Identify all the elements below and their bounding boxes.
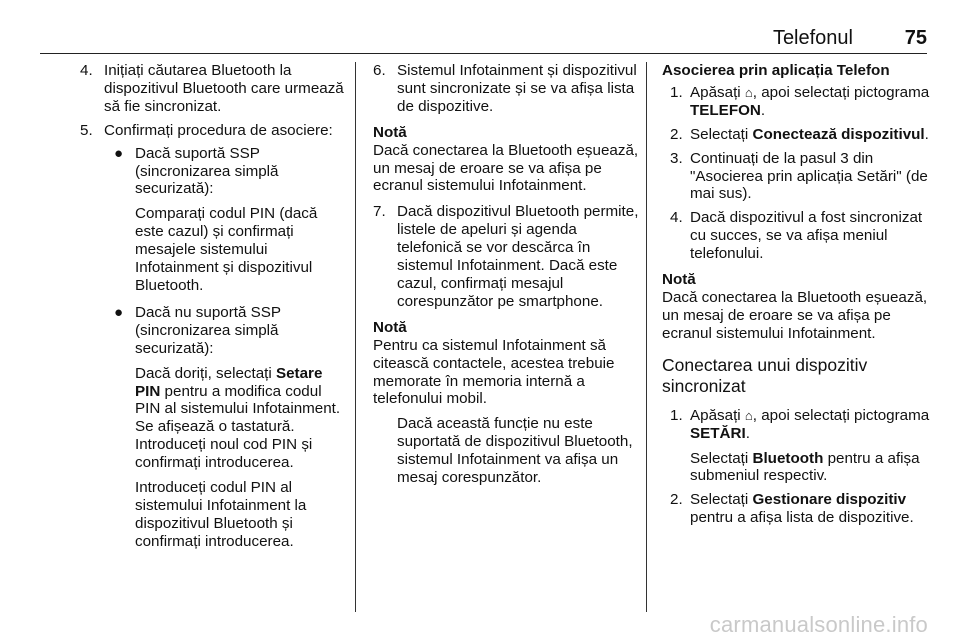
note-heading: Notă bbox=[662, 271, 696, 289]
step-7: 7. Dacă dispozitivul Bluetooth permite, listele de apeluri și agenda telefonică se vor descărca în sistemul Infotainment. Dacă este cazul, confirmați mesajul corespunzător pe smartphone. bbox=[373, 203, 639, 310]
home-icon: ⌂ bbox=[744, 84, 753, 100]
phone-step-4: 4. Dacă dispozitivul a fost sincronizat cu succes, se va afișa meniul telefonului. bbox=[670, 209, 923, 263]
section-heading: Asocierea prin aplicația Telefon bbox=[662, 62, 890, 79]
note-indent-text: Dacă această funcție nu este suportată de dispozitivul Bluetooth, sistemul Infotainment va afișa un mesaj corespunzător. bbox=[397, 415, 633, 487]
watermark: carmanualsonline.info bbox=[709, 612, 928, 637]
bullet-ssp: ● Dacă suportă SSP (sincronizarea simplă securizată): Comparați codul PIN (dacă este cazul) și confirmați mesajele sistemului Infotainment și dispozitivul Bluetooth. bbox=[114, 144, 318, 294]
step-4: 4. Inițiați căutarea Bluetooth la dispozitivul Bluetooth care urmează să fie sincronizat. bbox=[80, 62, 344, 115]
connect-step-2: 2. Selectați Gestionare dispozitiv pentru a afișa lista de dispozitive. bbox=[670, 491, 914, 527]
note-text: Dacă conectarea la Bluetooth eșuează, un mesaj de eroare se va afișa pe ecranul sistemului Infotainment. bbox=[662, 288, 928, 342]
connect-step-1: 1. Apăsați ⌂, apoi selectați pictograma SETĂRI. Selectați Bluetooth pentru a afișa submeniul respectiv. bbox=[670, 406, 930, 485]
note-text: Dacă conectarea la Bluetooth eșuează, un mesaj de eroare se va afișa pe ecranul sistemului Infotainment. bbox=[373, 141, 639, 195]
phone-step-1: 1. Apăsați ⌂, apoi selectați pictograma TELEFON. bbox=[670, 83, 930, 119]
bullet-dot-icon: ● bbox=[114, 303, 124, 321]
header-rule bbox=[40, 53, 927, 54]
step-5: 5. Confirmați procedura de asociere: ● Dacă suportă SSP (sincronizarea simplă securizată): Comparați codul PIN (dacă este cazul) și confirmați mesajele sistemului Infotainment și dispozitivul Bluetooth. ● Dacă nu suportă SSP (sincronizarea simplă securizată): Dacă doriți, selectați Setare PIN pentru a modifica codul PIN al sistemului Infotainment. Se afișează o tastatură. Introduceți noul cod PIN și confirmați introducerea. Introduceți codul PIN al sistemului Infotainment la dispozitivul Bluetooth și confirmați introducerea. bbox=[80, 122, 348, 551]
page-title: Telefonul bbox=[772, 27, 853, 49]
note-heading: Notă bbox=[373, 318, 407, 336]
column-2 bbox=[373, 62, 640, 487]
column-3 bbox=[662, 62, 930, 533]
phone-step-2: 2. Selectați Conectează dispozitivul. bbox=[670, 125, 929, 143]
section-heading-2: Conectarea unui dispozitiv sincronizat bbox=[662, 354, 868, 396]
step-6: 6. Sistemul Infotainment și dispozitivul sunt sincronizate și se va afișa lista de dispozitive. bbox=[373, 62, 637, 115]
page-number: 75 bbox=[904, 27, 927, 49]
column-1 bbox=[80, 62, 348, 557]
page-header bbox=[0, 22, 960, 52]
column-divider-2 bbox=[646, 62, 647, 612]
bullet-dot-icon: ● bbox=[114, 144, 124, 162]
note-heading: Notă bbox=[373, 123, 407, 141]
note-text: Pentru ca sistemul Infotainment să citească contactele, acestea trebuie memorate în memoria internă a telefonului mobil. bbox=[373, 336, 615, 408]
home-icon: ⌂ bbox=[744, 407, 753, 423]
phone-step-3: 3. Continuați de la pasul 3 din "Asocierea prin aplicația Setări" (de mai sus). bbox=[670, 149, 928, 203]
column-divider-1 bbox=[355, 62, 356, 612]
bullet-no-ssp: ● Dacă nu suportă SSP (sincronizarea simplă securizată): Dacă doriți, selectați Setare PIN pentru a modifica codul PIN al sistemului Infotainment. Se afișează o tastatură. Introduceți noul cod PIN și confirmați introducerea. Introduceți codul PIN al sistemului Infotainment la dispozitivul Bluetooth și confirmați introducerea. bbox=[114, 303, 341, 550]
